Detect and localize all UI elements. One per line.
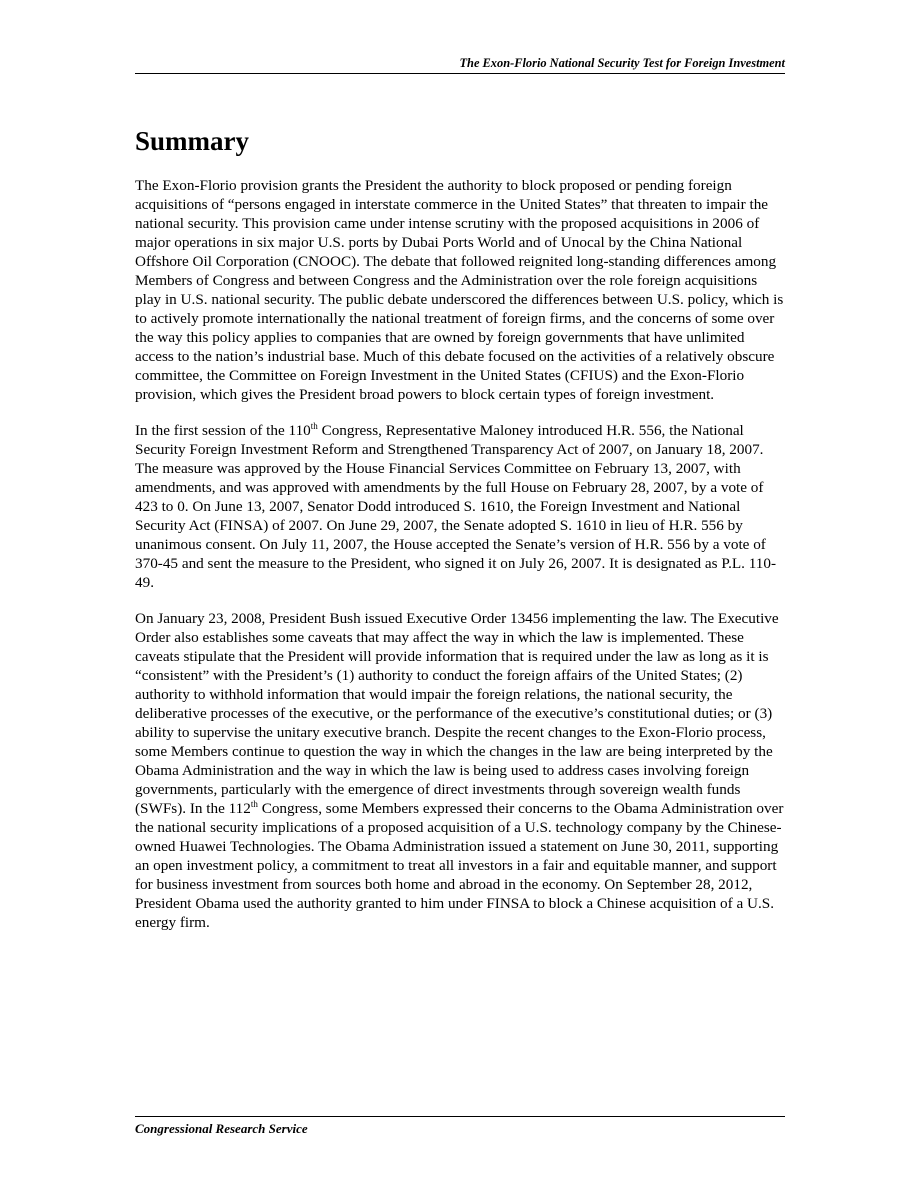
footer-organization: Congressional Research Service	[135, 1121, 308, 1136]
paragraph-exon-florio-overview: The Exon-Florio provision grants the President the authority to block proposed or pending foreign acquisitions of “persons engaged in interstate commerce in the United States” that threaten to impair the national security. This provision came under intense scrutiny with the proposed acquisitions in 2006 of major operations in six major U.S. ports by Dubai Ports World and of Unocal by the China National Offshore Oil Corporation (CNOOC). The debate that followed reignited long-standing differences among Members of Congress and between Congress and the Administration over the role foreign acquisitions play in U.S. national security. The public debate underscored the differences between U.S. policy, which is to actively promote internationally the national treatment of foreign firms, and the concerns of some over the way this policy applies to companies that are owned by foreign governments that have unlimited access to the nation’s industrial base. Much of this debate focused on the activities of a relatively obscure committee, the Committee on Foreign Investment in the United States (CFIUS) and the Exon-Florio provision, which gives the President broad powers to block certain types of foreign investment.	[135, 177, 784, 403]
page-title: Summary	[135, 126, 249, 156]
paragraph-110th-congress	[135, 421, 787, 592]
ordinal-superscript: th	[310, 421, 318, 431]
paragraph-text: Congress, Representative Maloney introduced H.R. 556, the National Security Foreign Investment Reform and Strengthened Transparency Act of 2007, on January 18, 2007. The measure was approved by the House Financial Services Committee on February 13, 2007, with amendments, and was approved with amendments by the full House on February 28, 2007, by a vote of 423 to 0. On June 13, 2007, Senator Dodd introduced S. 1610, the Foreign Investment and National Security Act (FINSA) of 2007. On June 29, 2007, the Senate adopted S. 1610 in lieu of H.R. 556 by unanimous consent. On July 11, 2007, the House accepted the Senate’s version of H.R. 556 by a vote of 370-45 and sent the measure to the President, who signed it on July 26, 2007. It is designated as P.L. 110-49.	[135, 422, 777, 591]
paragraph-executive-order	[135, 609, 787, 932]
ordinal-superscript: th	[250, 799, 258, 809]
paragraph-text: In the first session of the 110	[135, 422, 311, 439]
running-header-title: The Exon-Florio National Security Test for Foreign Investment	[459, 56, 785, 70]
running-header	[135, 56, 785, 74]
paragraph-text: On January 23, 2008, President Bush issued Executive Order 13456 implementing the law. The Executive Order also establishes some caveats that may affect the way in which the law is implemented. These caveats stipulate that the President will provide information that is required under the law as long as it is “consistent” with the President’s (1) authority to conduct the foreign affairs of the United States; (2) authority to withhold information that would impair the foreign relations, the national security, the deliberative processes of the executive, or the performance of the executive’s constitutional duties; or (3) ability to supervise the unitary executive branch. Despite the recent changes to the Exon-Florio process, some Members continue to question the way in which the changes in the law are being interpreted by the Obama Administration and the way in which the law is being used to address cases involving foreign governments, particularly with the emergence of direct investments through sovereign wealth funds (SWFs). In the 112	[135, 610, 779, 817]
running-footer	[135, 1116, 785, 1137]
paragraph-text: Congress, some Members expressed their concerns to the Obama Administration over the national security implications of a proposed acquisition of a U.S. technology company by the Chinese-owned Huawei Technologies. The Obama Administration issued a statement on June 30, 2011, supporting an open investment policy, a commitment to treat all investors in a fair and equitable manner, and support for business investment from sources both home and abroad in the economy. On September 28, 2012, President Obama used the authority granted to him under FINSA to block a Chinese acquisition of a U.S. energy firm.	[135, 800, 784, 931]
summary-body	[135, 176, 787, 949]
